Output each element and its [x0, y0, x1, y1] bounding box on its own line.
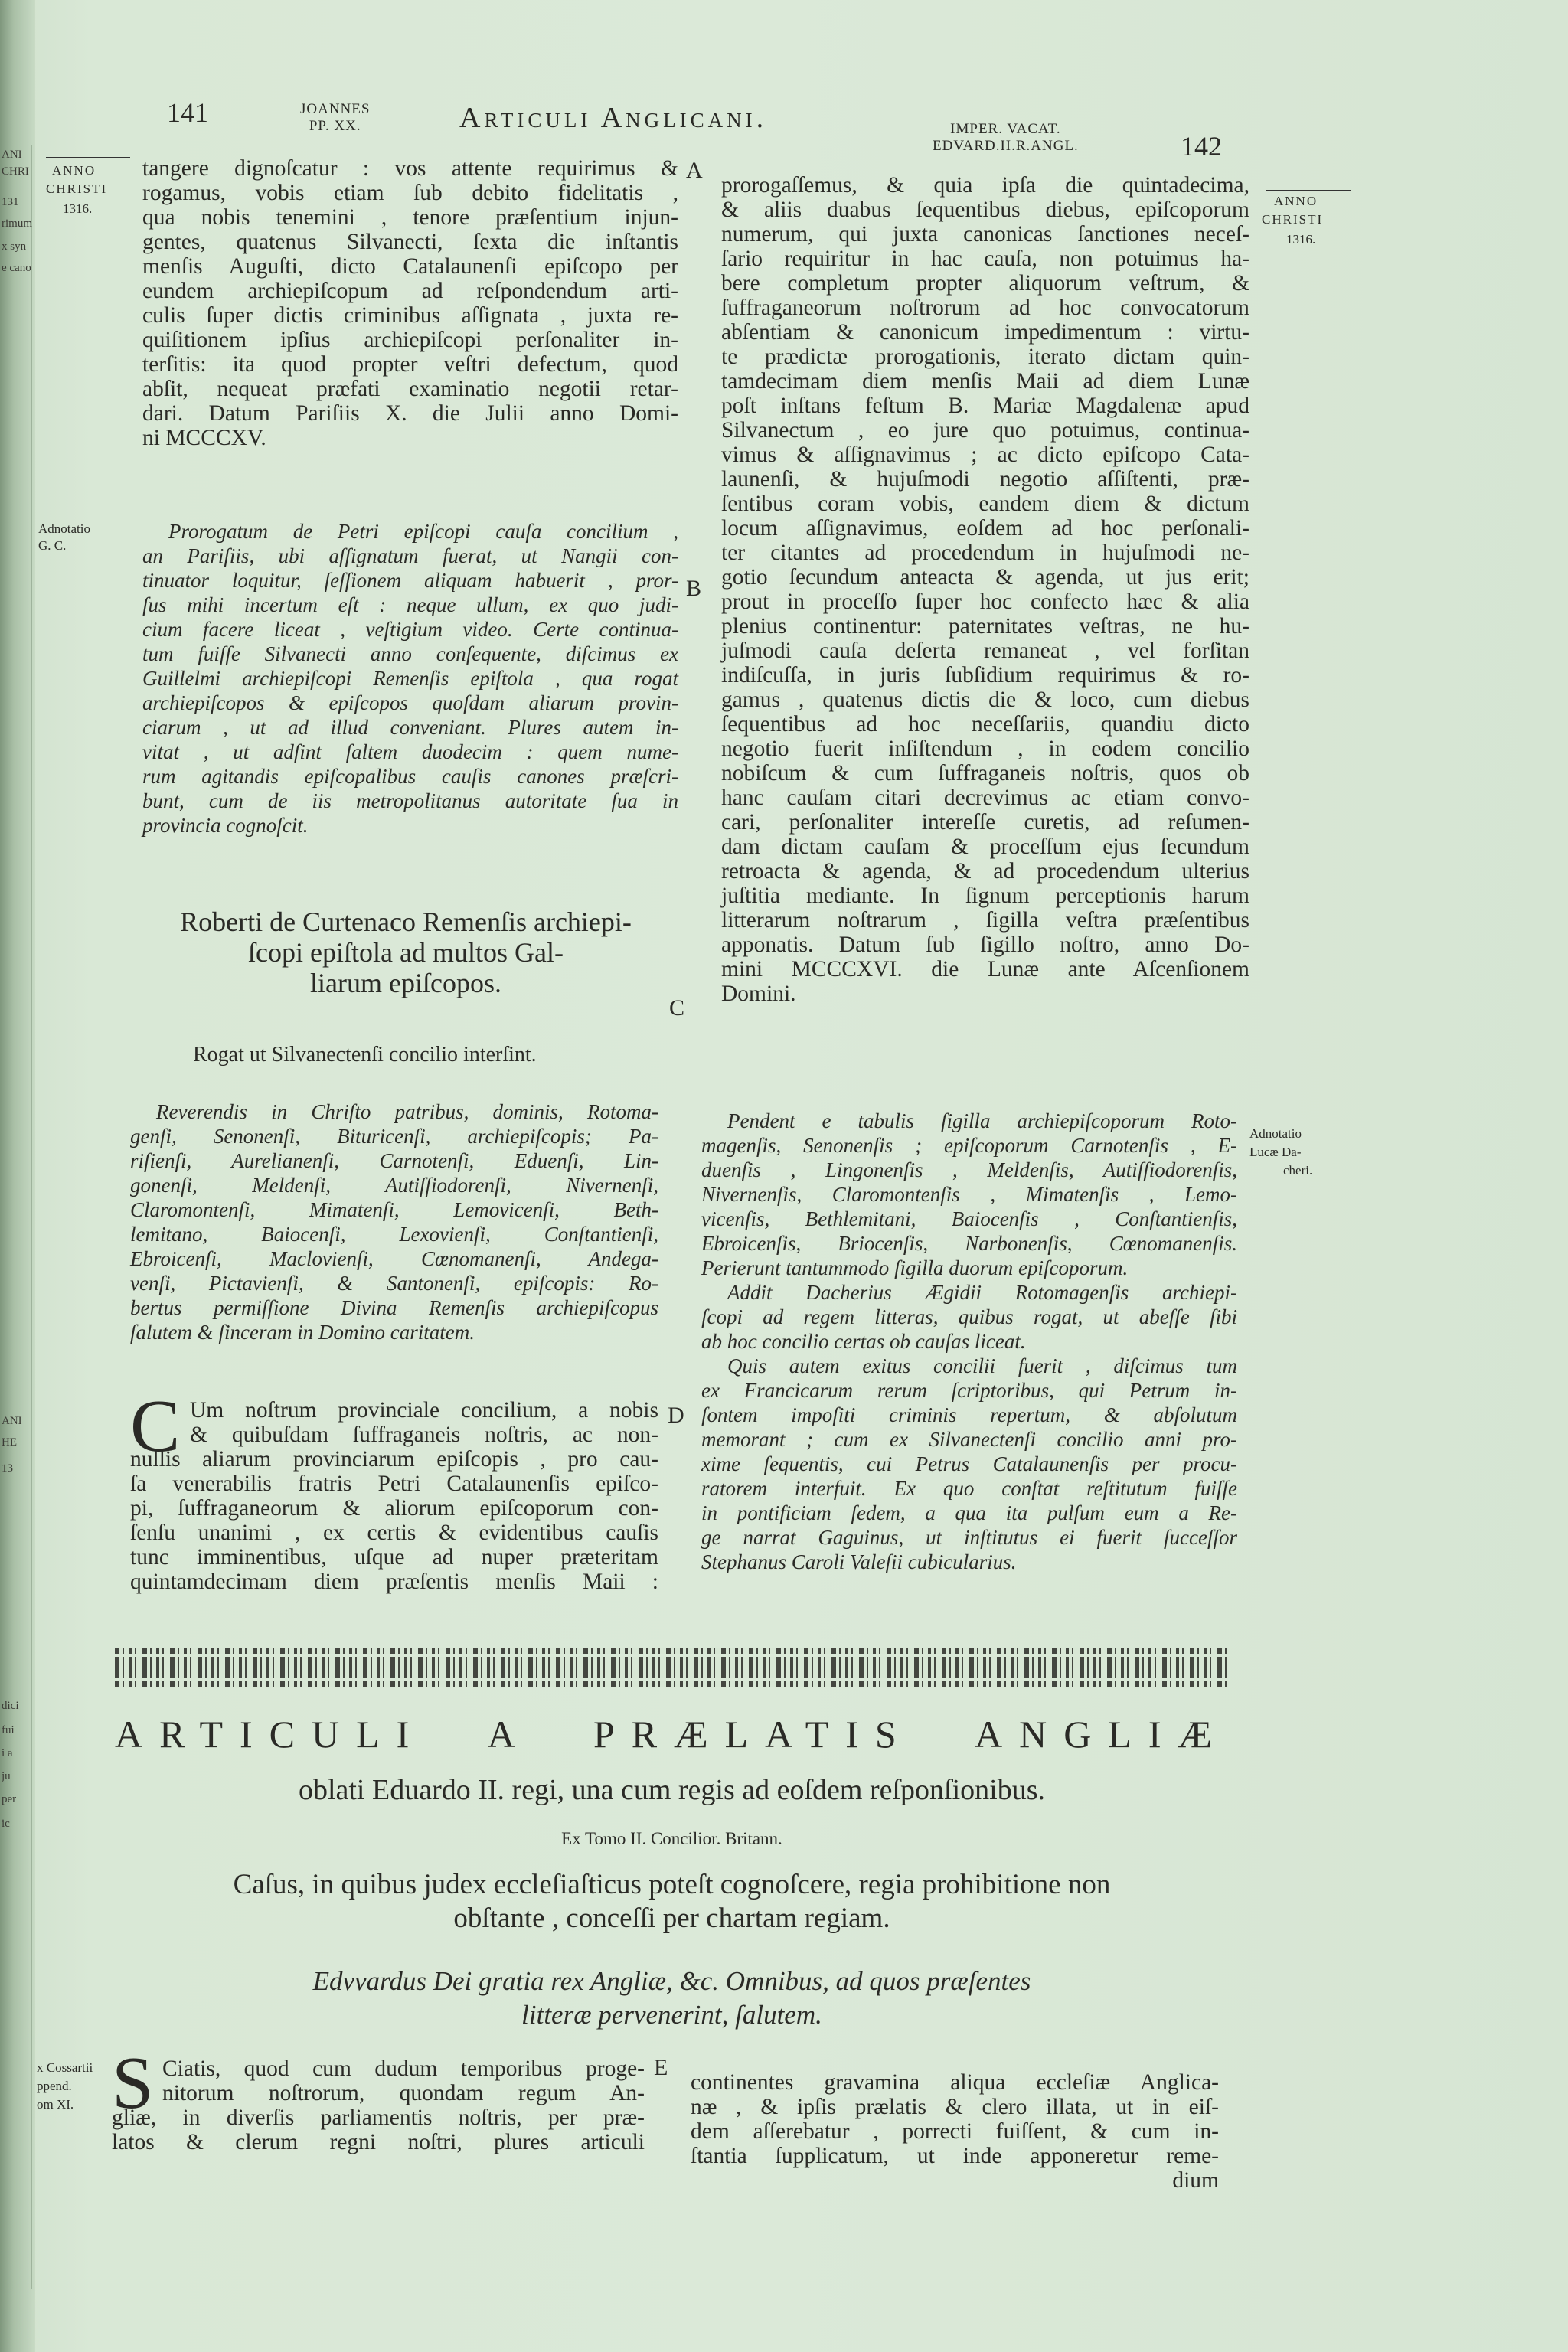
left-column-letter-end: tangere dignoſcatur : vos attente requirimus & rogamus, vobis etiam ſub debito fidelitatis , qua nobis tenemini , tenore præſentium injun- gentes, quatenus Silvanecti, ſexta die inſtantis menſis Auguſti, dicto Catalaunenſi epiſcopo per eundem archiepiſcopum ad reſpondendum arti- culis ſuper dictis criminibus aſſignata , juxta re- quiſitionem ipſius archiepiſcopi perſonaliter in- terſitis: ita quod propter veſtri defectum, quod abſit, nequeat præfati examinatio negotii retar- dari. Datum Pariſiis X. die Julii anno Domi- ni MCCCXV.: [142, 156, 678, 450]
letter-address: Reverendis in Chriſto patribus, dominis, Rotoma- genſi, Senonenſi, Bituricenſi, archiepiſcopis; Pa- riſienſi, Aurelianenſi, Carnotenſi, Eduenſi, Lin- gonenſi, Meldenſi, Autiſſiodorenſi, Nivernenſi, Claromontenſi, Mimatenſi, Lemovicenſi, Beth- lemitano, Baiocenſi, Lexovienſi, Conſtantienſi, Ebroicenſi, Maclovienſi, Cœnomanenſi, Andega- venſi, Pictavienſi, & Santonenſi, epiſcopis: Ro- bertus permiſſione Divina Remenſis archiepiſcopus ſalutem & ſinceram in Domino caritatem.: [130, 1100, 658, 1344]
left-running-head: JOANNES PP. XX.: [300, 101, 371, 134]
gutter-line: [31, 145, 32, 2289]
edge-fragment: x syn: [2, 240, 27, 253]
edge-fragment: i a: [2, 1747, 13, 1759]
charter-left-column: Ciatis, quod cum dudum temporibus proge- nitorum noſtrorum, quondam regum An- gliæ, in diverſis parliamentis noſtris, per præ- latos & clerum regni noſtri, plures articuli: [112, 2056, 645, 2154]
edge-fragment: ANI: [2, 1415, 22, 1427]
edge-fragment: dici: [2, 1700, 19, 1712]
section-mark-b: B: [686, 576, 702, 601]
letter-heading: Roberti de Curtenaco Remenſis archiepi- ſcopi epiſtola ad multos Gal- liarum epiſcopos.: [180, 906, 632, 998]
right-column-annotation: Pendent e tabulis ſigilla archiepiſcoporum Roto- magenſis, Senonenſis ; epiſcoporum Carnotenſis , E- duenſis , Lingonenſis , Meldenſis, Autiſſiodorenſis, Nivernenſis, Claromontenſis , Mimatenſis , Lemo- vicenſis, Bethlemitani, Baiocenſis , Conſtantienſis, Ebroicenſis, Briocenſis, Narbonenſis, Cœnomanenſis. Perierunt tantummodo ſigilla duorum epiſcoporum. Addit Dacherius Ægidii Rotomagenſis archiepi- ſcopi ad regem litteras, quibus rogat, ut abeſſe ſibi ab hoc concilio certas ob cauſas liceat. Quis autem exitus concilii fuerit , diſcimus tum ex Francicarum rerum ſcriptoribus, qui Petrum in- ſontem impoſiti criminis repertum, & abſolutum memorant ; cum ex Silvanectenſi concilio anni pro- xime ſequentis, cui Petrus Catalaunenſis per procu- ratorem interfuit. Ex quo conſtat reſtitutum fuiſſe in pontificiam ſedem, a qua ita pulſum eum a Re- ge narrat Gaguinus, ut inſtitutus ei fuerit ſucceſſor Stephanus Caroli Valeſii cubicularius.: [701, 1109, 1237, 1573]
margin-rule: [46, 157, 130, 158]
edge-fragment: 13: [2, 1462, 13, 1475]
casus-heading: Caſus, in quibus judex eccleſiaſticus poteſt cognoſcere, regia prohibitione non obſtante , conceſſi per chartam regiam.: [233, 1869, 1111, 1934]
edge-fragment: CHRI: [2, 165, 29, 178]
edge-fragment: ANI: [2, 149, 22, 161]
margin-anno-label: CHRISTI: [46, 181, 108, 196]
edge-fragment: ic: [2, 1818, 10, 1830]
right-column-letter: prorogaſſemus, & quia ipſa die quintadecima, & aliis duabus ſequentibus diebus, epiſcoporum numerum, qui juxta canonicas ſanctiones neceſ- ſario requiritur in hac cauſa, non potuimus ha- bere completum propter aliquorum veſtrum, & ſuffraganeorum noſtrorum ad hoc convocatorum abſentiam & canonicum impedimentum : virtu- te prædictæ prorogationis, iterato dictam quin- tamdecimam diem menſis Maii ad diem Lunæ poſt inſtans feſtum B. Mariæ Magdalenæ apud Silvanectum , eo jure quo potuimus, continua- vimus & aſſignavimus ; ac dicto epiſcopo Cata- launenſi, & hujuſmodi negotio aſſiſtenti, præ- ſentibus coram vobis, eandem diem & dictum locum aſſignavimus, eoſdem ad hoc perſonali- ter citantes ad procedendum in hujuſmodi ne- gotio ſecundum anteacta & agenda, ut jus erit; prout in proceſſo ſuper hoc confecto hæc & alia plenius continentur: paternitates veſtras, ne hu- juſmodi cauſa deſerta remaneat , vel forſitan indiſcuſſa, in juris ſubſidium requirimus & ro- gamus , quatenus dictis die & loco, cum diebus ſequentibus ad hoc neceſſariis, quandiu dicto negotio fuerit inſiſtendum , in eodem concilio nobiſcum & cum ſuffraganeis noſtris, quos ob hanc cauſam citari decrevimus ac etiam convo- cari, perſonaliter intereſſe curetis, ad reſumen- dam dictam cauſam & proceſſum ejus ſecundum retroacta & agenda, & ad procedendum ulterius juſtitia mediante. In ſignum perceptionis harum litterarum noſtrarum , ſigilla veſtra præſentibus apponatis. Datum ſub ſigillo noſtro, anno Do- mini MCCCXVI. die Lunæ ante Aſcenſionem Domini.: [721, 173, 1250, 1006]
edge-fragment: 131: [2, 196, 19, 208]
running-title: Articuli Anglicani.: [459, 102, 768, 134]
right-running-head: IMPER. VACAT. EDVARD.II.R.ANGL.: [933, 121, 1079, 154]
edge-fragment: e cano: [2, 262, 31, 274]
left-column-annotation: Prorogatum de Petri epiſcopi cauſa concilium , an Pariſiis, ubi aſſignatum fuerat, ut Nangii con- tinuator loquitur, ſeſſionem aliquam habuerit , pror- ſus mihi incertum eſt : neque ullum, ex quo judi- cium facere liceat , veſtigium video. Certe continua- tum fuiſſe Silvanecti anno conſequente, diſcimus ex Guillelmi archiepiſcopi Remenſis epiſtola , qua rogat archiepiſcopos & epiſcopos quoſdam aliarum provin- ciarum , ut ad illud conveniant. Plures autem in- vitat , ut adſint ſaltem duodecim : quem nume- rum agitandis epiſcopalibus cauſis canones præſcri- bunt, cum de iis metropolitanus autoritate ſua in provincia cognoſcit.: [142, 520, 678, 837]
edge-fragment: fui: [2, 1724, 15, 1736]
margin-anno-year: 1316.: [63, 201, 93, 216]
margin-anno-label: ANNO: [52, 163, 96, 178]
margin-adnotatio: Lucæ Da-: [1250, 1145, 1302, 1159]
margin-adnotatio: Adnotatio: [38, 521, 90, 536]
margin-anno-label: ANNO: [1274, 194, 1318, 208]
section-mark-e: E: [654, 2055, 668, 2080]
edward-salutation: Edvvardus Dei gratia rex Angliæ, &c. Omnibus, ad quos præſentes litteræ pervenerint, ſalutem.: [312, 1966, 1031, 2030]
drop-cap-s: S: [112, 2042, 154, 2125]
edge-fragment: rimum: [2, 217, 32, 230]
section-mark-d: D: [668, 1403, 684, 1428]
drop-cap-c: C: [130, 1385, 181, 1468]
margin-adnotatio: G. C.: [38, 538, 67, 553]
section-mark-c: C: [669, 995, 685, 1021]
letter-summary: Rogat ut Silvanectenſi concilio interſint.: [193, 1043, 537, 1067]
margin-anno-year: 1316.: [1286, 232, 1316, 247]
edge-fragment: ju: [2, 1770, 11, 1782]
margin-source: ppend.: [37, 2079, 72, 2093]
section-subtitle: oblati Eduardo II. regi, una cum regis ad eoſdem reſponſionibus.: [298, 1774, 1046, 1806]
section-mark-a: A: [686, 158, 703, 183]
margin-rule: [1266, 190, 1351, 191]
edge-fragment: per: [2, 1793, 17, 1805]
ornamental-band: [115, 1648, 1229, 1687]
edge-fragment: HE: [2, 1436, 17, 1449]
section-source: Ex Tomo II. Concilior. Britann.: [561, 1829, 782, 1848]
catchword: dium: [1172, 2168, 1219, 2193]
right-page-number: 142: [1181, 131, 1222, 162]
letter-body: Um noſtrum provinciale concilium, a nobis & quibuſdam ſuffraganeis noſtris, ac non- nullis aliarum provinciarum epiſcopis , pro cau- ſa venerabilis fratris Petri Catalaunenſis epiſco- pi, ſuffraganeorum & aliorum epiſcoporum con- ſenſu unanimi , ex certis & evidentibus cauſis tunc imminentibus, uſque ad nuper præteritam quintamdecimam diem præſentis menſis Maii :: [130, 1398, 658, 1594]
section-title: ARTICULI A PRÆLATIS ANGLIÆ: [115, 1713, 1229, 1756]
charter-right-column: continentes gravamina aliqua eccleſiæ Anglica- næ , & ipſis prælatis & clero illata, ut in eiſ- dem aſſerebatur , porrecti fuiſſent, & cum in- ſtantia ſupplicatum, ut inde apponeretur reme- dium: [691, 2070, 1219, 2193]
margin-adnotatio: cheri.: [1283, 1163, 1313, 1178]
margin-source: x Cossartii: [37, 2060, 93, 2075]
left-page-number: 141: [167, 97, 208, 128]
margin-anno-label: CHRISTI: [1262, 212, 1324, 227]
margin-adnotatio: Adnotatio: [1250, 1126, 1302, 1141]
margin-source: om XI.: [37, 2097, 74, 2112]
